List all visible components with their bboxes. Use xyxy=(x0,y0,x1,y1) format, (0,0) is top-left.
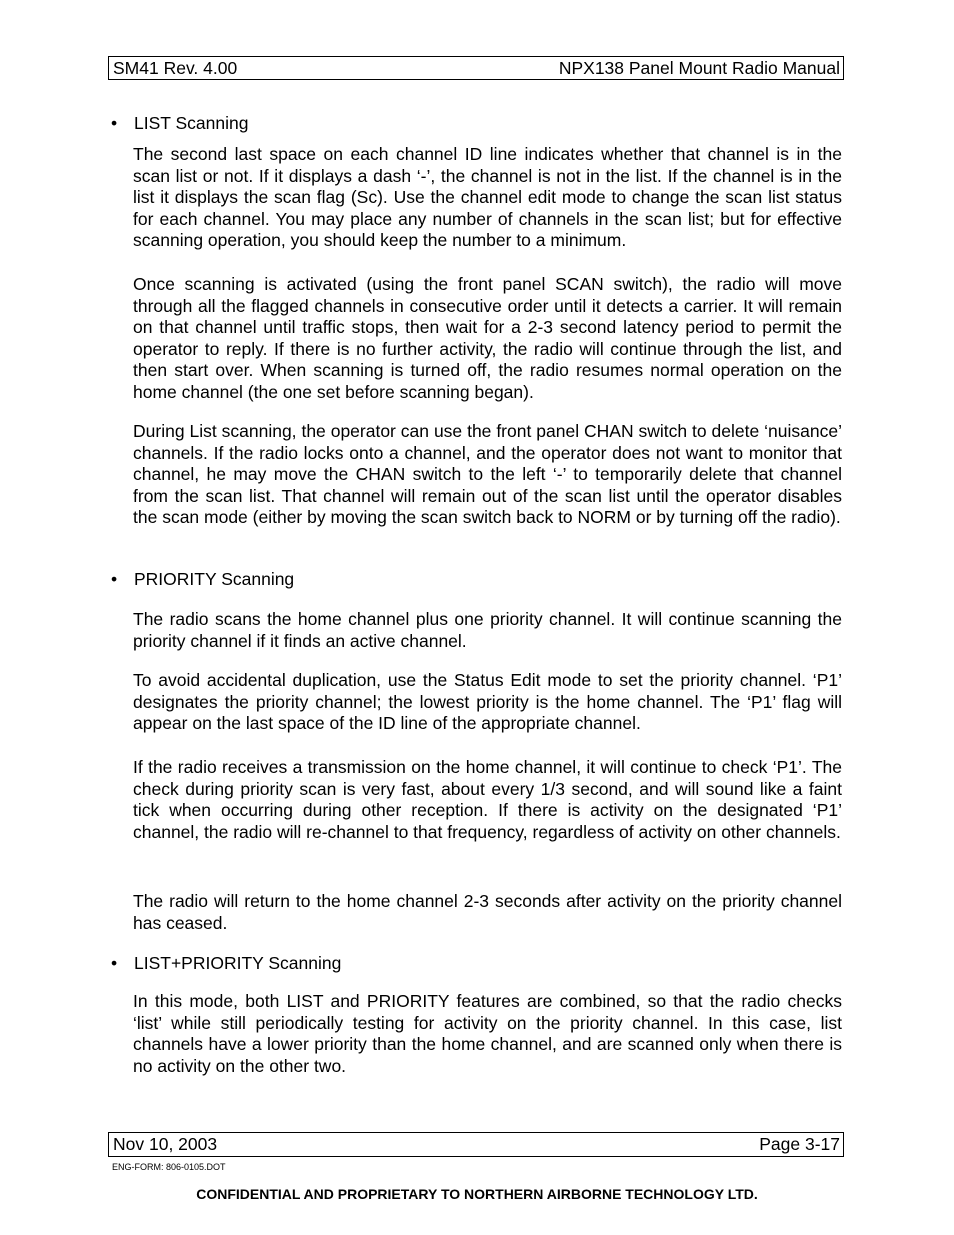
paragraph: The radio scans the home channel plus one priority channel. It will continue scanning the priority channel if it finds an active channel. xyxy=(133,609,842,651)
paragraph: The second last space on each channel ID line indicates whether that channel is in the scan list or not. If it displays a dash ‘-’, the channel is not in the list. If the channel is in the list it displays the scan flag (Sc). Use the channel edit mode to change the scan list status for each channel. You may place any number of channels in the scan list; but for effective scanning operation, you should keep the number to a minimum. xyxy=(133,144,842,250)
page-footer xyxy=(108,1132,844,1157)
bullet-mark: • xyxy=(111,113,118,133)
section-heading: LIST Scanning xyxy=(134,113,249,133)
form-id: ENG-FORM: 806-0105.DOT xyxy=(112,1162,226,1172)
section-heading: PRIORITY Scanning xyxy=(134,569,295,589)
page-header xyxy=(108,56,844,80)
paragraph: Once scanning is activated (using the front panel SCAN switch), the radio will move through all the flagged channels in consecutive order until it detects a carrier. It will remain on that channel until traffic stops, then wait for a 2-3 second latency period to permit the operator to reply. If there is no further activity, the radio will continue through the list, and then start over. When scanning is turned off, the radio resumes normal operation on the home channel (the one set before scanning began). xyxy=(133,274,842,402)
page-number: Page 3-17 xyxy=(759,1134,840,1154)
section-heading: LIST+PRIORITY Scanning xyxy=(134,953,342,973)
paragraph: The radio will return to the home channel 2-3 seconds after activity on the priority channel has ceased. xyxy=(133,891,842,933)
footer-date: Nov 10, 2003 xyxy=(113,1134,218,1154)
paragraph: In this mode, both LIST and PRIORITY features are combined, so that the radio checks ‘list’ while still periodically testing for activity on the priority channel. In this case, list channels have a lower priority than the home channel, and are scanned only when there is no activity on the other two. xyxy=(133,991,842,1076)
paragraph: To avoid accidental duplication, use the Status Edit mode to set the priority channel. ‘P1’ designates the priority channel; the lowest priority is the home channel. The ‘P1’ flag will appear on the last space of the ID line of the appropriate channel. xyxy=(133,670,842,733)
paragraph: If the radio receives a transmission on the home channel, it will continue to check ‘P1’. The check during priority scan is very fast, about every 1/3 second, and will sound like a faint tick when occurring during other reception. If there is activity on the designated ‘P1’ channel, the radio will re-channel to that frequency, regardless of activity on other channels. xyxy=(133,757,842,842)
bullet-mark: • xyxy=(111,953,118,973)
paragraph: During List scanning, the operator can use the front panel CHAN switch to delete ‘nuisance’ channels. If the radio locks onto a channel, and the operator does not want to monitor that channel, he may move the CHAN switch to the left ‘-’ to temporarily delete that channel from the scan list. That channel will remain out of the scan list until the operator disables the scan mode (either by moving the scan switch back to NORM or by turning off the radio). xyxy=(133,421,842,527)
doc-revision: SM41 Rev. 4.00 xyxy=(113,58,238,78)
bullet-mark: • xyxy=(111,569,118,589)
confidential-notice: CONFIDENTIAL AND PROPRIETARY TO NORTHERN AIRBORNE TECHNOLOGY LTD. xyxy=(196,1186,758,1202)
doc-title: NPX138 Panel Mount Radio Manual xyxy=(558,58,840,78)
